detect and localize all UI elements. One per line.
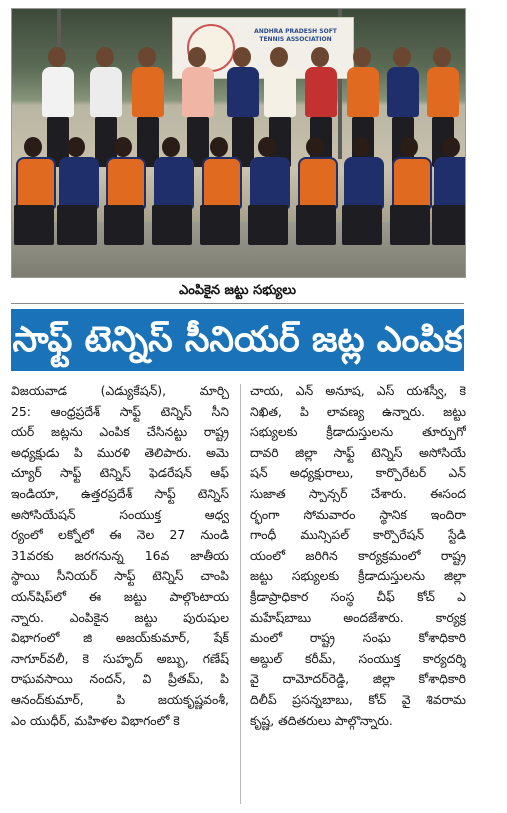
article-line: దావరి జిల్లా సాఫ్ట్ టెన్నిస్ అసోసియే	[250, 444, 466, 460]
article-line: అసోసియేషన్ సంయుక్త ఆధ్వ	[11, 506, 229, 522]
article-line: ఎం యుధీర్, మహిళల విభాగంలో కె	[11, 712, 180, 728]
article-column-right	[250, 381, 466, 731]
article-line: స్థాయి సీనియర్ సాఫ్ట్ టెన్నిస్ చాంపి	[11, 568, 229, 584]
article-line: విజయవాడ (ఎడ్యుకేషన్), మార్చి	[11, 383, 229, 398]
article-line: వై దామోదర్‌రెడ్డి, జిల్లా కోశాధికారి	[250, 671, 466, 687]
article-line: సభ్యులకు క్రీడాదుస్తులను తూర్పుగో	[250, 424, 466, 440]
photo-caption: ఎంపికైన జట్టు సభ్యులు	[179, 283, 296, 298]
article-line: సుజాత స్పాన్సర్ చేశారు. ఈసంద	[250, 485, 466, 501]
article-line: రాఘవసాయి నందన్, వి ప్రీతమ్, పి	[11, 671, 229, 687]
article-line: అధ్యక్షుడు పి మురళి తెలిపారు. అమె	[11, 444, 229, 460]
column-divider	[240, 384, 241, 804]
article-line: నిఖిత, పి లావణ్య ఉన్నారు. జట్టు	[250, 403, 466, 419]
article-line: అబ్దుల్ కరీమ్, సంయుక్త కార్యదర్శి	[250, 650, 466, 666]
article-line: ర్యంలో లక్నోలో ఈ నెల 27 నుండి	[11, 527, 229, 543]
article-line: ర్భంగా సోమవారం స్థానిక ఇందిరా	[250, 506, 466, 522]
article-line: యర్ జట్లను ఎంపిక చేసినట్టు రాష్ట్ర	[11, 424, 229, 440]
banner-text: ANDHRA PRADESH SOFT TENNIS ASSOCIATION	[254, 28, 337, 43]
article-line: విభాగంలో జి అజయ్‌కుమార్, షేక్	[11, 630, 229, 646]
caption-divider	[11, 303, 464, 304]
headline: సాఫ్ట్ టెన్నిస్ సీనియర్ జట్ల ఎంపిక	[11, 309, 464, 371]
article-line: యంలో జరిగిన కార్యక్రమంలో రాష్ట్ర	[250, 547, 466, 563]
article-line: యన్‌షిప్‌లో ఈ జట్టు పాల్గొంటాయ	[11, 588, 229, 604]
article-line: 25: ఆంధ్రప్రదేశ్ సాఫ్ట్ టెన్నిస్ సీని	[11, 403, 229, 419]
article-line: కృష్ణ, తదితరులు పాల్గొన్నారు.	[250, 712, 393, 728]
article-line: క్రీడాప్రాధికార సంస్థ చీఫ్ కోచ్ ఎ	[250, 588, 466, 604]
article-line: ఇండియా, ఉత్తరప్రదేశ్ సాఫ్ట్ టెన్నిస్	[11, 485, 229, 501]
article-line: చ్యూర్ సాఫ్ట్ టెన్నిస్ ఫెడరేషన్ ఆఫ్	[11, 465, 229, 481]
team-photo	[11, 8, 466, 278]
article-line: నాగూర్‌వలీ, కె సుహృద్ అబ్బు, గణేష్	[11, 650, 229, 666]
article-line: గాంధీ మున్సిపల్ కార్పొరేషన్ స్టేడి	[250, 527, 466, 543]
article-line: మహేష్‌బాబు అందజేశారు. కార్యక్ర	[250, 609, 466, 625]
article-line: దిలీప్ ప్రసన్నబాబు, కోచ్ వై శివరామ	[250, 691, 466, 707]
article-line: చాయ, ఎన్ అనూష, ఎస్ యశస్వీ, కె	[250, 383, 466, 398]
article-line: 31వరకు జరగనున్న 16వ జాతీయ	[11, 547, 229, 563]
article-line: న్నారు. ఎంపికైన జట్టు పురుషుల	[11, 609, 229, 625]
article-line: మంలో రాష్ట్ర సంఘ కోశాధికారి	[250, 630, 466, 646]
article-line: జట్టు సభ్యులకు క్రీడాదుస్తులను జిల్లా	[250, 568, 466, 584]
article-line: ఆనంద్‌కుమార్, పి జయకృష్ణవంశీ,	[11, 691, 229, 707]
article-line: షన్ అధ్యక్షురాలు, కార్పొరేటర్ ఎన్	[250, 465, 466, 481]
article-column-left	[11, 381, 229, 731]
